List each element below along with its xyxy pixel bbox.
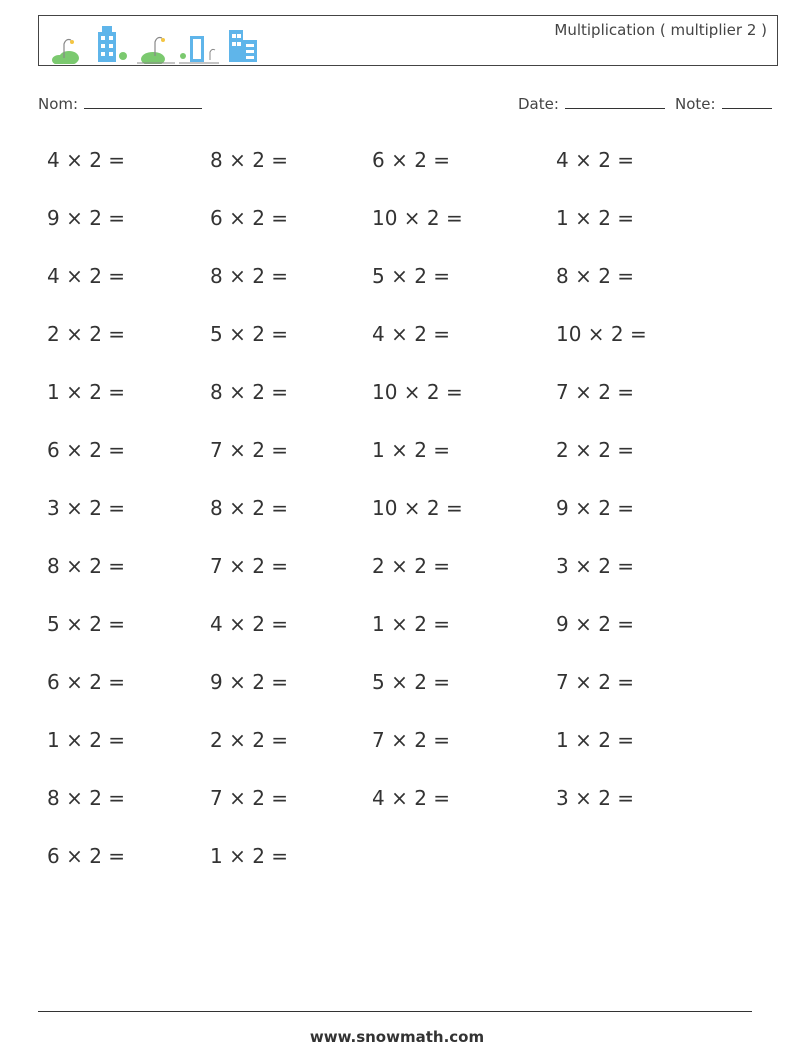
- problem-item: 3 × 2 =: [47, 496, 126, 520]
- worksheet-title: Multiplication ( multiplier 2 ): [554, 21, 767, 39]
- problem-item: 2 × 2 =: [47, 322, 126, 346]
- problem-item: 7 × 2 =: [556, 670, 635, 694]
- problem-item: 8 × 2 =: [47, 554, 126, 578]
- problem-item: 4 × 2 =: [372, 786, 451, 810]
- problem-item: 10 × 2 =: [372, 206, 463, 230]
- problem-item: 9 × 2 =: [210, 670, 289, 694]
- problem-item: 6 × 2 =: [47, 670, 126, 694]
- worksheet-header: [38, 15, 778, 66]
- problem-item: 1 × 2 =: [47, 380, 126, 404]
- problem-item: 6 × 2 =: [47, 438, 126, 462]
- problem-item: 1 × 2 =: [210, 844, 289, 868]
- problem-item: 5 × 2 =: [47, 612, 126, 636]
- score-blank[interactable]: [722, 92, 772, 109]
- problem-item: 8 × 2 =: [210, 496, 289, 520]
- problem-item: 1 × 2 =: [556, 206, 635, 230]
- problem-item: 2 × 2 =: [556, 438, 635, 462]
- problem-item: 10 × 2 =: [372, 380, 463, 404]
- problem-item: 4 × 2 =: [556, 148, 635, 172]
- problem-item: 9 × 2 =: [556, 612, 635, 636]
- problem-item: 5 × 2 =: [210, 322, 289, 346]
- date-label: Date:: [518, 95, 559, 113]
- problem-item: 5 × 2 =: [372, 264, 451, 288]
- problem-item: 1 × 2 =: [556, 728, 635, 752]
- score-label: Note:: [675, 95, 716, 113]
- date-blank[interactable]: [565, 92, 665, 109]
- problem-item: 4 × 2 =: [47, 148, 126, 172]
- footer-divider: [38, 1011, 752, 1012]
- problem-item: 2 × 2 =: [372, 554, 451, 578]
- problem-item: 6 × 2 =: [210, 206, 289, 230]
- problem-item: 7 × 2 =: [372, 728, 451, 752]
- name-blank[interactable]: [84, 92, 202, 109]
- problem-item: 9 × 2 =: [556, 496, 635, 520]
- problem-item: 7 × 2 =: [210, 786, 289, 810]
- problem-item: 6 × 2 =: [47, 844, 126, 868]
- problem-item: 8 × 2 =: [210, 380, 289, 404]
- problem-item: 1 × 2 =: [372, 438, 451, 462]
- city-illustration-icon: [45, 22, 265, 64]
- problem-item: 4 × 2 =: [47, 264, 126, 288]
- problem-item: 4 × 2 =: [210, 612, 289, 636]
- problem-item: 2 × 2 =: [210, 728, 289, 752]
- name-label: Nom:: [38, 95, 79, 113]
- score-field: [675, 92, 772, 113]
- problem-item: 1 × 2 =: [47, 728, 126, 752]
- problem-item: 8 × 2 =: [210, 148, 289, 172]
- problem-item: 10 × 2 =: [556, 322, 647, 346]
- problem-item: 1 × 2 =: [372, 612, 451, 636]
- problem-item: 5 × 2 =: [372, 670, 451, 694]
- problem-item: 8 × 2 =: [556, 264, 635, 288]
- footer-url: www.snowmath.com: [309, 1028, 485, 1046]
- problem-item: 3 × 2 =: [556, 786, 635, 810]
- problem-item: 9 × 2 =: [47, 206, 126, 230]
- problem-item: 3 × 2 =: [556, 554, 635, 578]
- problem-item: 7 × 2 =: [210, 554, 289, 578]
- problem-item: 6 × 2 =: [372, 148, 451, 172]
- problem-item: 8 × 2 =: [47, 786, 126, 810]
- problem-item: 7 × 2 =: [210, 438, 289, 462]
- problem-item: 8 × 2 =: [210, 264, 289, 288]
- problem-item: 10 × 2 =: [372, 496, 463, 520]
- problem-item: 4 × 2 =: [372, 322, 451, 346]
- problem-item: 7 × 2 =: [556, 380, 635, 404]
- date-field: [518, 92, 665, 113]
- name-field: [38, 92, 202, 113]
